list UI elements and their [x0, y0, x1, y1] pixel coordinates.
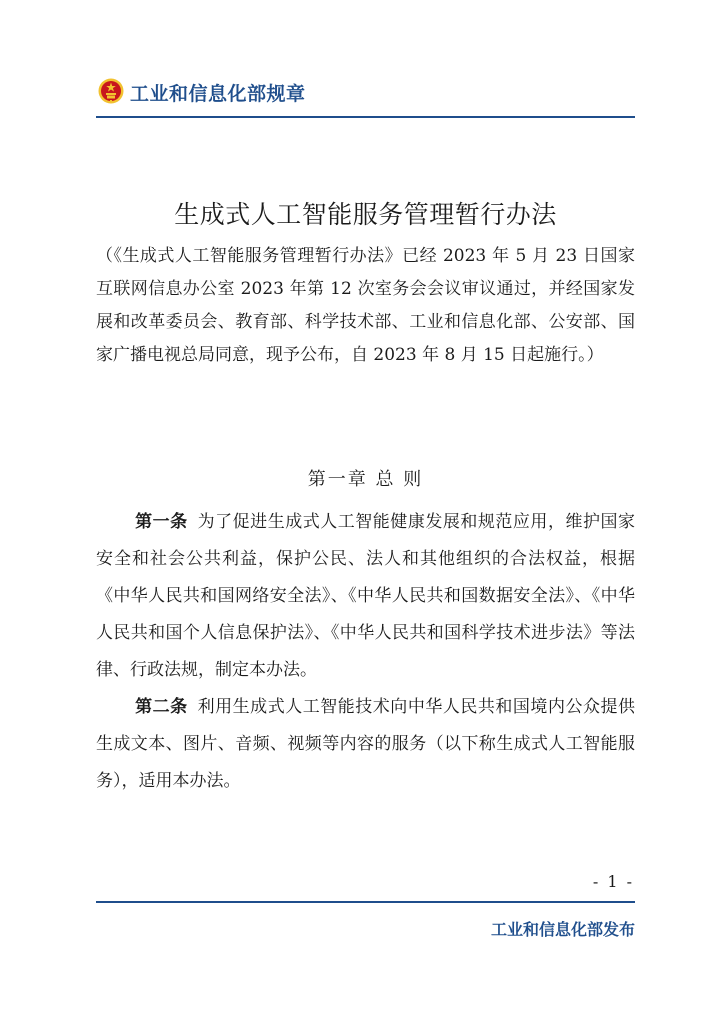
- document-title: 生成式人工智能服务管理暂行办法: [174, 200, 557, 229]
- page-number: - 1 -: [592, 872, 634, 891]
- article-text: 为了促进生成式人工智能健康发展和规范应用，维护国家安全和社会公共利益，保护公民、法人和其他组织的合法权益，根据《中华人民共和国网络安全法》、《中华人民共和国数据安全法》、《中华人民共和国个人信息保护法》、《中华人民共和国科学技术进步法》等法律、行政法规，制定本办法。: [96, 512, 636, 680]
- article-text: 利用生成式人工智能技术向中华人民共和国境内公众提供生成文本、图片、音频、视频等内容的服务（以下称生成式人工智能服务），适用本办法。: [96, 697, 636, 791]
- article-2: [96, 689, 635, 800]
- footer-divider: [96, 901, 635, 903]
- preamble-text: （《生成式人工智能服务管理暂行办法》已经 2023 年 5 月 23 日国家互联网信息办公室 2023 年第 12 次室务会会议审议通过，并经国家发展和改革委员会、教育部、科学技术部、工业和信息化部、公安部、国家广播电视总局同意，现予公布，自 2023 年 8 月 15 日起施行。）: [96, 246, 635, 365]
- article-1: [96, 504, 635, 689]
- article-label: 第一条: [135, 512, 188, 532]
- national-emblem-icon: [98, 78, 124, 104]
- chapter-heading: 第一章 总 则: [307, 469, 424, 490]
- page-header: [96, 76, 636, 116]
- header-title: 工业和信息化部规章: [130, 83, 306, 105]
- document-preamble: [96, 240, 635, 372]
- header-divider: [96, 116, 635, 118]
- article-label: 第二条: [135, 697, 188, 717]
- footer-publisher: 工业和信息化部发布: [490, 920, 635, 939]
